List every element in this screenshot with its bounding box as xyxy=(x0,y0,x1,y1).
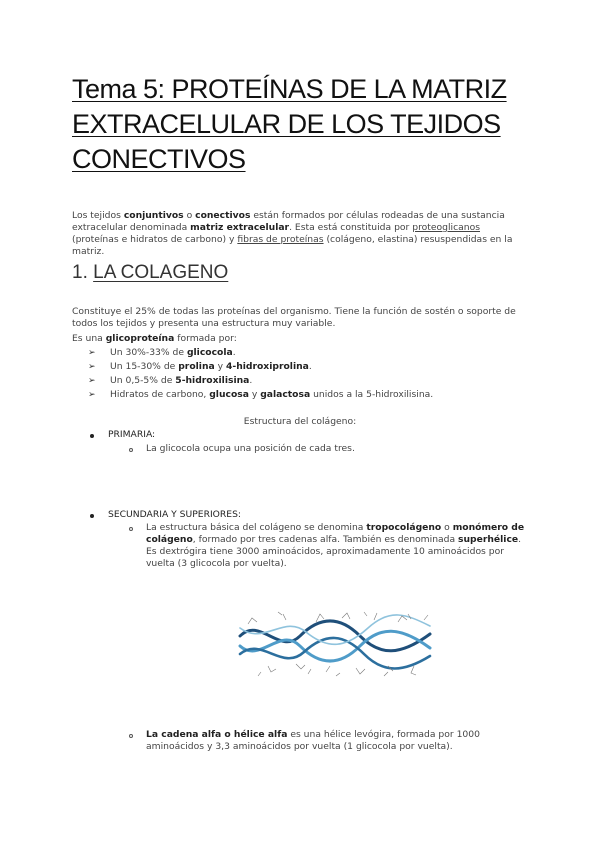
intro-paragraph xyxy=(72,210,527,258)
label: SECUNDARIA Y SUPERIORES: xyxy=(108,509,242,520)
term-proteoglicanos: proteoglicanos xyxy=(412,222,480,233)
circle-bullet-icon xyxy=(129,448,133,452)
text: y xyxy=(248,389,261,400)
text: formada por: xyxy=(174,333,237,344)
list-item xyxy=(88,361,312,373)
term-matriz-extracelular: matriz extracelular xyxy=(190,222,290,233)
list-item xyxy=(88,347,236,359)
term-fibras-de-proteinas: fibras de proteínas xyxy=(237,234,324,245)
secundaria-paragraph xyxy=(146,522,530,570)
section-title: LA COLAGENO xyxy=(93,262,229,283)
arrow-bullet-icon: ➢ xyxy=(88,390,96,400)
term-monomero-de-colageno: monómero de colágeno xyxy=(146,522,525,545)
intro-text: (colágeno, elastina) resuspendidas en la matriz. xyxy=(72,234,513,257)
text: . xyxy=(308,361,312,372)
intro-text: o xyxy=(183,210,196,221)
circle-bullet-icon xyxy=(129,734,133,738)
circle-bullet-icon xyxy=(129,527,133,531)
term-glucosa: glucosa xyxy=(209,389,249,400)
arrow-bullet-icon: ➢ xyxy=(88,362,96,372)
structure-caption: Estructura del colágeno: xyxy=(243,416,357,427)
intro-text: . Esta está constituida por xyxy=(289,222,413,233)
section-number: 1. xyxy=(72,262,94,283)
term-superhelice: superhélice xyxy=(458,534,519,545)
text: y xyxy=(214,361,226,372)
term-tropocolageno: tropocolágeno xyxy=(366,522,442,533)
text: . Es dextrógira tiene 3000 aminoácidos, aproximadamente 10 aminoácidos por vuelta (3 glicocola por vuelta). xyxy=(146,534,522,569)
intro-text: están formados por células rodeadas de una sustancia extracelular denominada xyxy=(72,210,505,233)
arrow-bullet-icon: ➢ xyxy=(88,348,96,358)
term-cadena-alfa: La cadena alfa o hélice alfa xyxy=(146,729,288,740)
term-glicoproteina: glicoproteína xyxy=(105,333,175,344)
bullet-icon xyxy=(90,514,94,518)
primaria-item: La glicocola ocupa una posición de cada tres. xyxy=(146,443,355,454)
text: Un 0,5-5% de xyxy=(110,375,176,386)
section-heading-colageno xyxy=(72,262,228,284)
term-hidroxiprolina: 4-hidroxiprolina xyxy=(225,361,309,372)
label: PRIMARIA: xyxy=(108,429,156,440)
text: Es una xyxy=(72,333,106,344)
list-item xyxy=(88,389,433,401)
term-glicocola: glicocola xyxy=(186,347,233,358)
bullet-icon xyxy=(90,434,94,438)
text: o xyxy=(441,522,453,533)
secundaria-label xyxy=(108,509,241,521)
text: es una hélice levógira, formada por 1000 aminoácidos y 3,3 aminoácidos por vuelta (1 glicocola por vuelta). xyxy=(146,729,480,752)
text: Un 30%-33% de xyxy=(110,347,187,358)
intro-text: (proteínas e hidratos de carbono) y xyxy=(72,234,238,245)
text: . xyxy=(232,347,236,358)
term-conectivos: conectivos xyxy=(195,210,251,221)
glicoproteina-line xyxy=(72,333,527,345)
arrow-bullet-icon: ➢ xyxy=(88,376,96,386)
list-item xyxy=(88,375,252,387)
text: , formado por tres cadenas alfa. También es denominada xyxy=(192,534,459,545)
term-hidroxilisina: 5-hidroxilisina xyxy=(175,375,250,386)
text: La estructura básica del colágeno se denomina xyxy=(146,522,367,533)
intro-text: Los tejidos xyxy=(72,210,124,221)
term-galactosa: galactosa xyxy=(260,389,311,400)
colageno-paragraph: Constituye el 25% de todas las proteínas del organismo. Tiene la función de sostén o soporte de todos los tejidos y presenta una estructura muy variable. xyxy=(72,306,516,329)
collagen-triple-helix-image xyxy=(238,606,432,682)
alfa-paragraph xyxy=(146,729,530,753)
text: Hidratos de carbono, xyxy=(110,389,210,400)
text: unidos a la 5-hidroxilisina. xyxy=(310,389,434,400)
term-conjuntivos: conjuntivos xyxy=(123,210,184,221)
primaria-label xyxy=(108,429,155,441)
text: . xyxy=(249,375,253,386)
text: Un 15-30% de xyxy=(110,361,179,372)
term-prolina: prolina xyxy=(178,361,215,372)
page-title: Tema 5: PROTEÍNAS DE LA MATRIZ EXTRACELULAR DE LOS TEJIDOS CONECTIVOS xyxy=(72,74,507,174)
